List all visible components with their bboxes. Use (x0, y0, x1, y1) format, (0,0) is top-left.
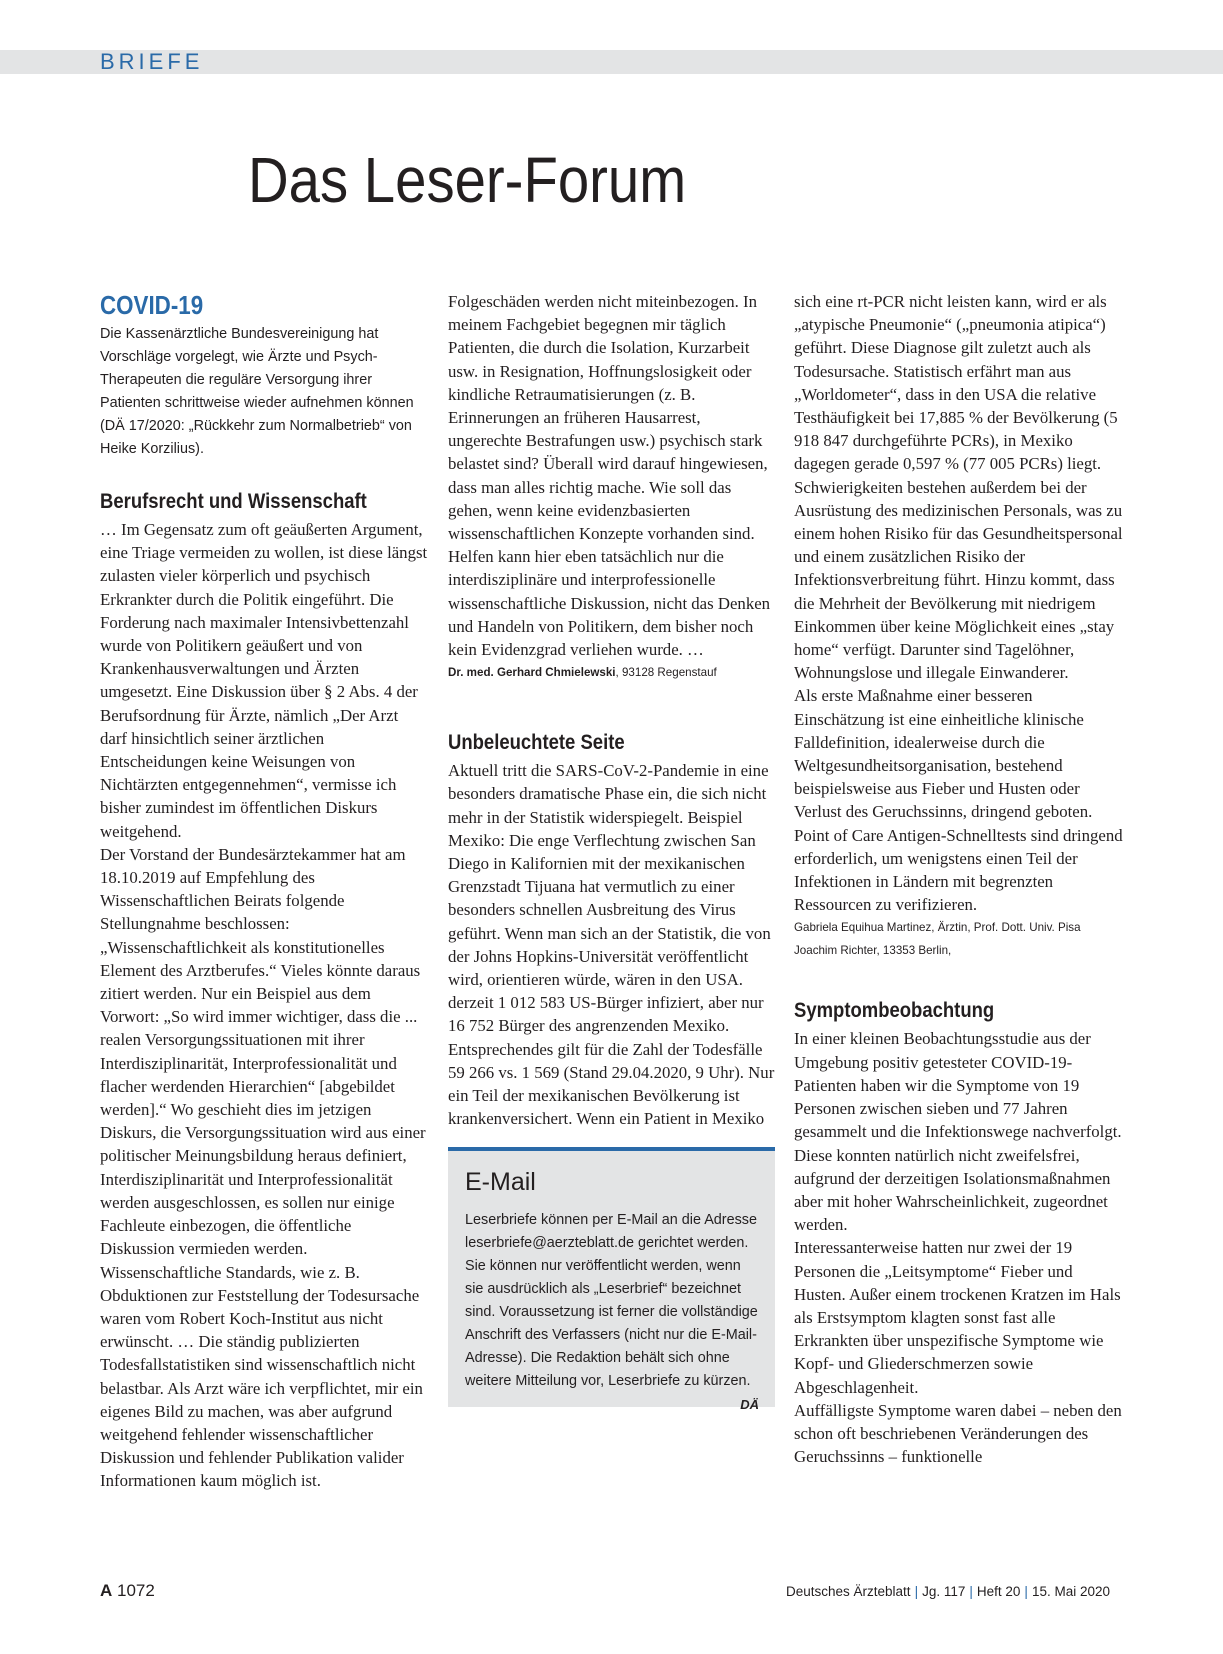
letter-paragraph: In einer kleinen Beobachtungsstudie aus der Umgebung positiv getesteter COVID-19-Patienten haben wir die Symptome von 19 Personen zwischen sieben und 77 Jahren gesammelt und die Infektionswege nachverfolgt. Diese konnten natürlich nicht zweifelsfrei, aufgrund der derzeitigen Isolationsmaßnahmen aber mit hoher Wahrscheinlichkeit, zugeordnet werden. (794, 1029, 1122, 1235)
journal-issue: Heft 20 (976, 1584, 1021, 1599)
author-name: Dr. med. Gerhard Chmielewski (448, 666, 616, 680)
letter-title-symptombeobachtung: Symptombeobachtung (794, 999, 995, 1023)
column-2 (448, 290, 775, 1416)
author-place: , 93128 Regenstauf (615, 666, 717, 680)
letter-paragraph: sich eine rt-PCR nicht leisten kann, wird er als „atypische Pneumonie“ („pneumonia atipica“) geführt. Diese Diagnose gilt zuletzt auch als Todesursache. Statistisch erfährt man aus „Worldometer“, dass in den USA die relative Testhäufigkeit bei 17,885 % der Bevölkerung (5 918 847 durchgeführte PCRs), in Mexiko dagegen gerade 0,597 % (77 005 PCRs) liegt. Schwierigkeiten bestehen außerdem bei der Ausrüstung des medizinischen Personals, was zu einem hohen Risiko für das Gesundheitspersonal und einem zusätzlichen Risiko der Infektionsverbreitung führt. Hinzu kommt, dass die Mehrheit der Bevölkerung mit niedrigem Einkommen über keine Möglichkeit eines „stay home“ verfügt. Darunter sind Tagelöhner, Wohnungslose und illegale Einwanderer. (794, 292, 1123, 683)
column-1 (100, 290, 429, 1493)
journal-info: Deutsches Ärzteblatt | Jg. 117 | Heft 20 | 15. Mai 2020 (786, 1584, 1110, 1599)
letter-paragraph: … Im Gegensatz zum oft geäußerten Argument, eine Triage vermeiden zu wollen, ist diese längst zulasten vieler körperlich und psychisch Erkrankter durch die Politik eingeführt. Die Forderung nach maximaler Intensivbettenzahl wurde von Politikern geäußert und von Krankenhausverwaltungen und Ärzten umgesetzt. Eine Diskussion über § 2 Abs. 4 der Berufsordnung für Ärzte, nämlich „Der Arzt darf hinsichtlich seiner ärztlichen Entscheidungen keine Weisungen von Nichtärzten entgegennehmen“, vermisse ich bisher zumindest im öffentlichen Diskurs weitgehend. (100, 520, 428, 841)
letter-paragraph: Der Vorstand der Bundesärztekammer hat am 18.10.2019 auf Empfehlung des Wissenschaftlichen Beirats folgende Stellungnahme beschlossen: „Wissenschaftlichkeit als konstitutionelles Element des Arztberufes.“ Vieles könnte daraus zitiert werden. Nur ein Beispiel aus dem Vorwort: „So wird immer wichtiger, dass die ... realen Versorgungssituationen mit ihrer Interdisziplinarität, Interprofessionalität und flacher werdenden Hierarchien“ [abgebildet werden].“ Wo geschieht dies im jetzigen Diskurs, die Versorgungssituation wird aus einer politischer Meinungsbildung heraus definiert, Interdisziplinarität und Interprofessionalität werden ausgeschlossen, es sollen nur einige Fachleute einbezogen, die öffentliche Diskussion vermieden werden. Wissenschaftliche Standards, wie z. B. Obduktionen zur Feststellung der Todesursache waren vom Robert Koch-Institut aus nicht erwünscht. … Die ständig publizierten Todesfallstatistiken sind wissenschaftlich nicht belastbar. Als Arzt wäre ich verpflichtet, mir ein eigenes Bild zu machen, was aber aufgrund weitgehend fehlender wissenschaftlicher Diskussion und fehlender Publikation valider Informationen kaum möglich ist. (100, 844, 426, 1491)
letter-paragraph: Aktuell tritt die SARS-CoV-2-Pandemie in eine besonders dramatische Phase ein, die sich nicht mehr in der Statistik widerspiegelt. Beispiel Mexiko: Die enge Verflechtung zwischen San Diego in Kalifornien mit der mexikanischen Grenzstadt Tijuana hat vermutlich zu einer besonders schnellen Ausbreitung des Virus geführt. Wenn man sich an der Statistik, die von der Johns Hopkins-Universität veröffentlicht wird, orientieren würde, wären in den USA. derzeit 1 012 583 US-Bürger infiziert, aber nur 16 752 Bürger des angrenzenden Mexiko. Entsprechendes gilt für die Zahl der Todesfälle 59 266 vs. 1 569 (Stand 29.04.2020, 9 Uhr). Nur ein Teil der mexikanischen Bevölkerung ist krankenversichert. Wenn ein Patient in Mexiko (448, 761, 775, 1129)
email-box-text: Leserbriefe können per E-Mail an die Adresse leserbriefe@aerzteblatt.de gerichtet werden. Sie können nur veröffentlicht werden, wenn sie ausdrücklich als „Leserbrief“ bezeichnet sind. Voraussetzung ist ferner die vollständige Anschrift des Verfassers (nicht nur die E-Mail-Adresse). Die Redaktion behält sich ohne weitere Mitteilung vor, Leserbriefe zu kürzen. DÄ (465, 1209, 759, 1393)
journal-date: 15. Mai 2020 (1031, 1584, 1110, 1599)
letter-paragraph: Folgeschäden werden nicht miteinbezogen. In meinem Fachgebiet begegnen mir täglich Patienten, die durch die Isolation, Kurzarbeit usw. in Resignation, Hoffnungslosigkeit oder kindliche Retraumatisierungen (z. B. Erinnerungen an früheren Hausarrest, ungerechte Bestrafungen usw.) psychisch stark belastet sind? Überall wird darauf hingewiesen, dass man alles richtig mache. Wie soll das gehen, wenn keine evidenzbasierten wissenschaftlichen Konzepte vorhanden sind. Helfen kann hier eben tatsächlich nur die interdisziplinäre und interprofessionelle wissenschaftliche Diskussion, nicht das Denken und Handeln von Politikern, dem bisher noch kein Evidenzgrad verliehen wurde. … (448, 292, 771, 660)
topic-intro: Die Kassenärztliche Bundesvereinigung hat Vorschläge vorgelegt, wie Ärzte und Psych-Therapeuten die reguläre Versorgung ihrer Patienten schrittweise wieder aufnehmen können (DÄ 17/2020: „Rückkehr zum Normalbetrieb“ von Heike Korzilius). (100, 326, 414, 457)
email-box-title: E-Mail (465, 1167, 536, 1196)
journal-volume: Jg. 117 (922, 1584, 966, 1599)
letter-signature: Gabriela Equihua Martinez, Ärztin, Prof. Dott. Univ. Pisa Joachim Richter, 13353 Berlin, (794, 921, 1081, 958)
email-box-signature: DÄ (740, 1396, 759, 1412)
email-info-box (448, 1147, 775, 1412)
topic-heading: COVID-19 (100, 290, 204, 320)
letter-title-unbeleuchtete-seite: Unbeleuchtete Seite (448, 731, 625, 755)
letter-paragraph: Interessanterweise hatten nur zwei der 19 Personen die „Leitsymptome“ Fieber und Husten. Außer einem trockenen Kratzen im Hals als Erstsymptom klagten sonst fast alle Erkrankten über unspezifische Symptome wie Kopf- und Gliederschmerzen sowie Abgeschlagenheit. (794, 1238, 1121, 1397)
page-title: Das Leser-Forum (248, 144, 687, 216)
journal-name: Deutsches Ärzteblatt (786, 1584, 911, 1599)
column-3 (794, 290, 1124, 1468)
letter-signature (448, 661, 775, 684)
letter-title-berufsrecht: Berufsrecht und Wissenschaft (100, 490, 367, 513)
letter-paragraph: Auffälligste Symptome waren dabei – neben den schon oft beschriebenen Veränderungen des Geruchssinns – funktionelle (794, 1400, 1122, 1467)
page-number: A 1072 (100, 1581, 155, 1600)
section-label: BRIEFE (100, 49, 204, 74)
letter-paragraph: Als erste Maßnahme einer besseren Einschätzung ist eine einheitliche klinische Falldefinition, idealerweise durch die Weltgesundheitsorganisation, bestehend beispielsweise aus Fieber und Husten oder Verlust des Geruchssinns, dringend geboten. Point of Care Antigen-Schnelltests sind dringend erforderlich, um wenigstens einen Teil der Infektionen in Ländern mit begrenzten Ressourcen zu verifizieren. (794, 686, 1123, 915)
